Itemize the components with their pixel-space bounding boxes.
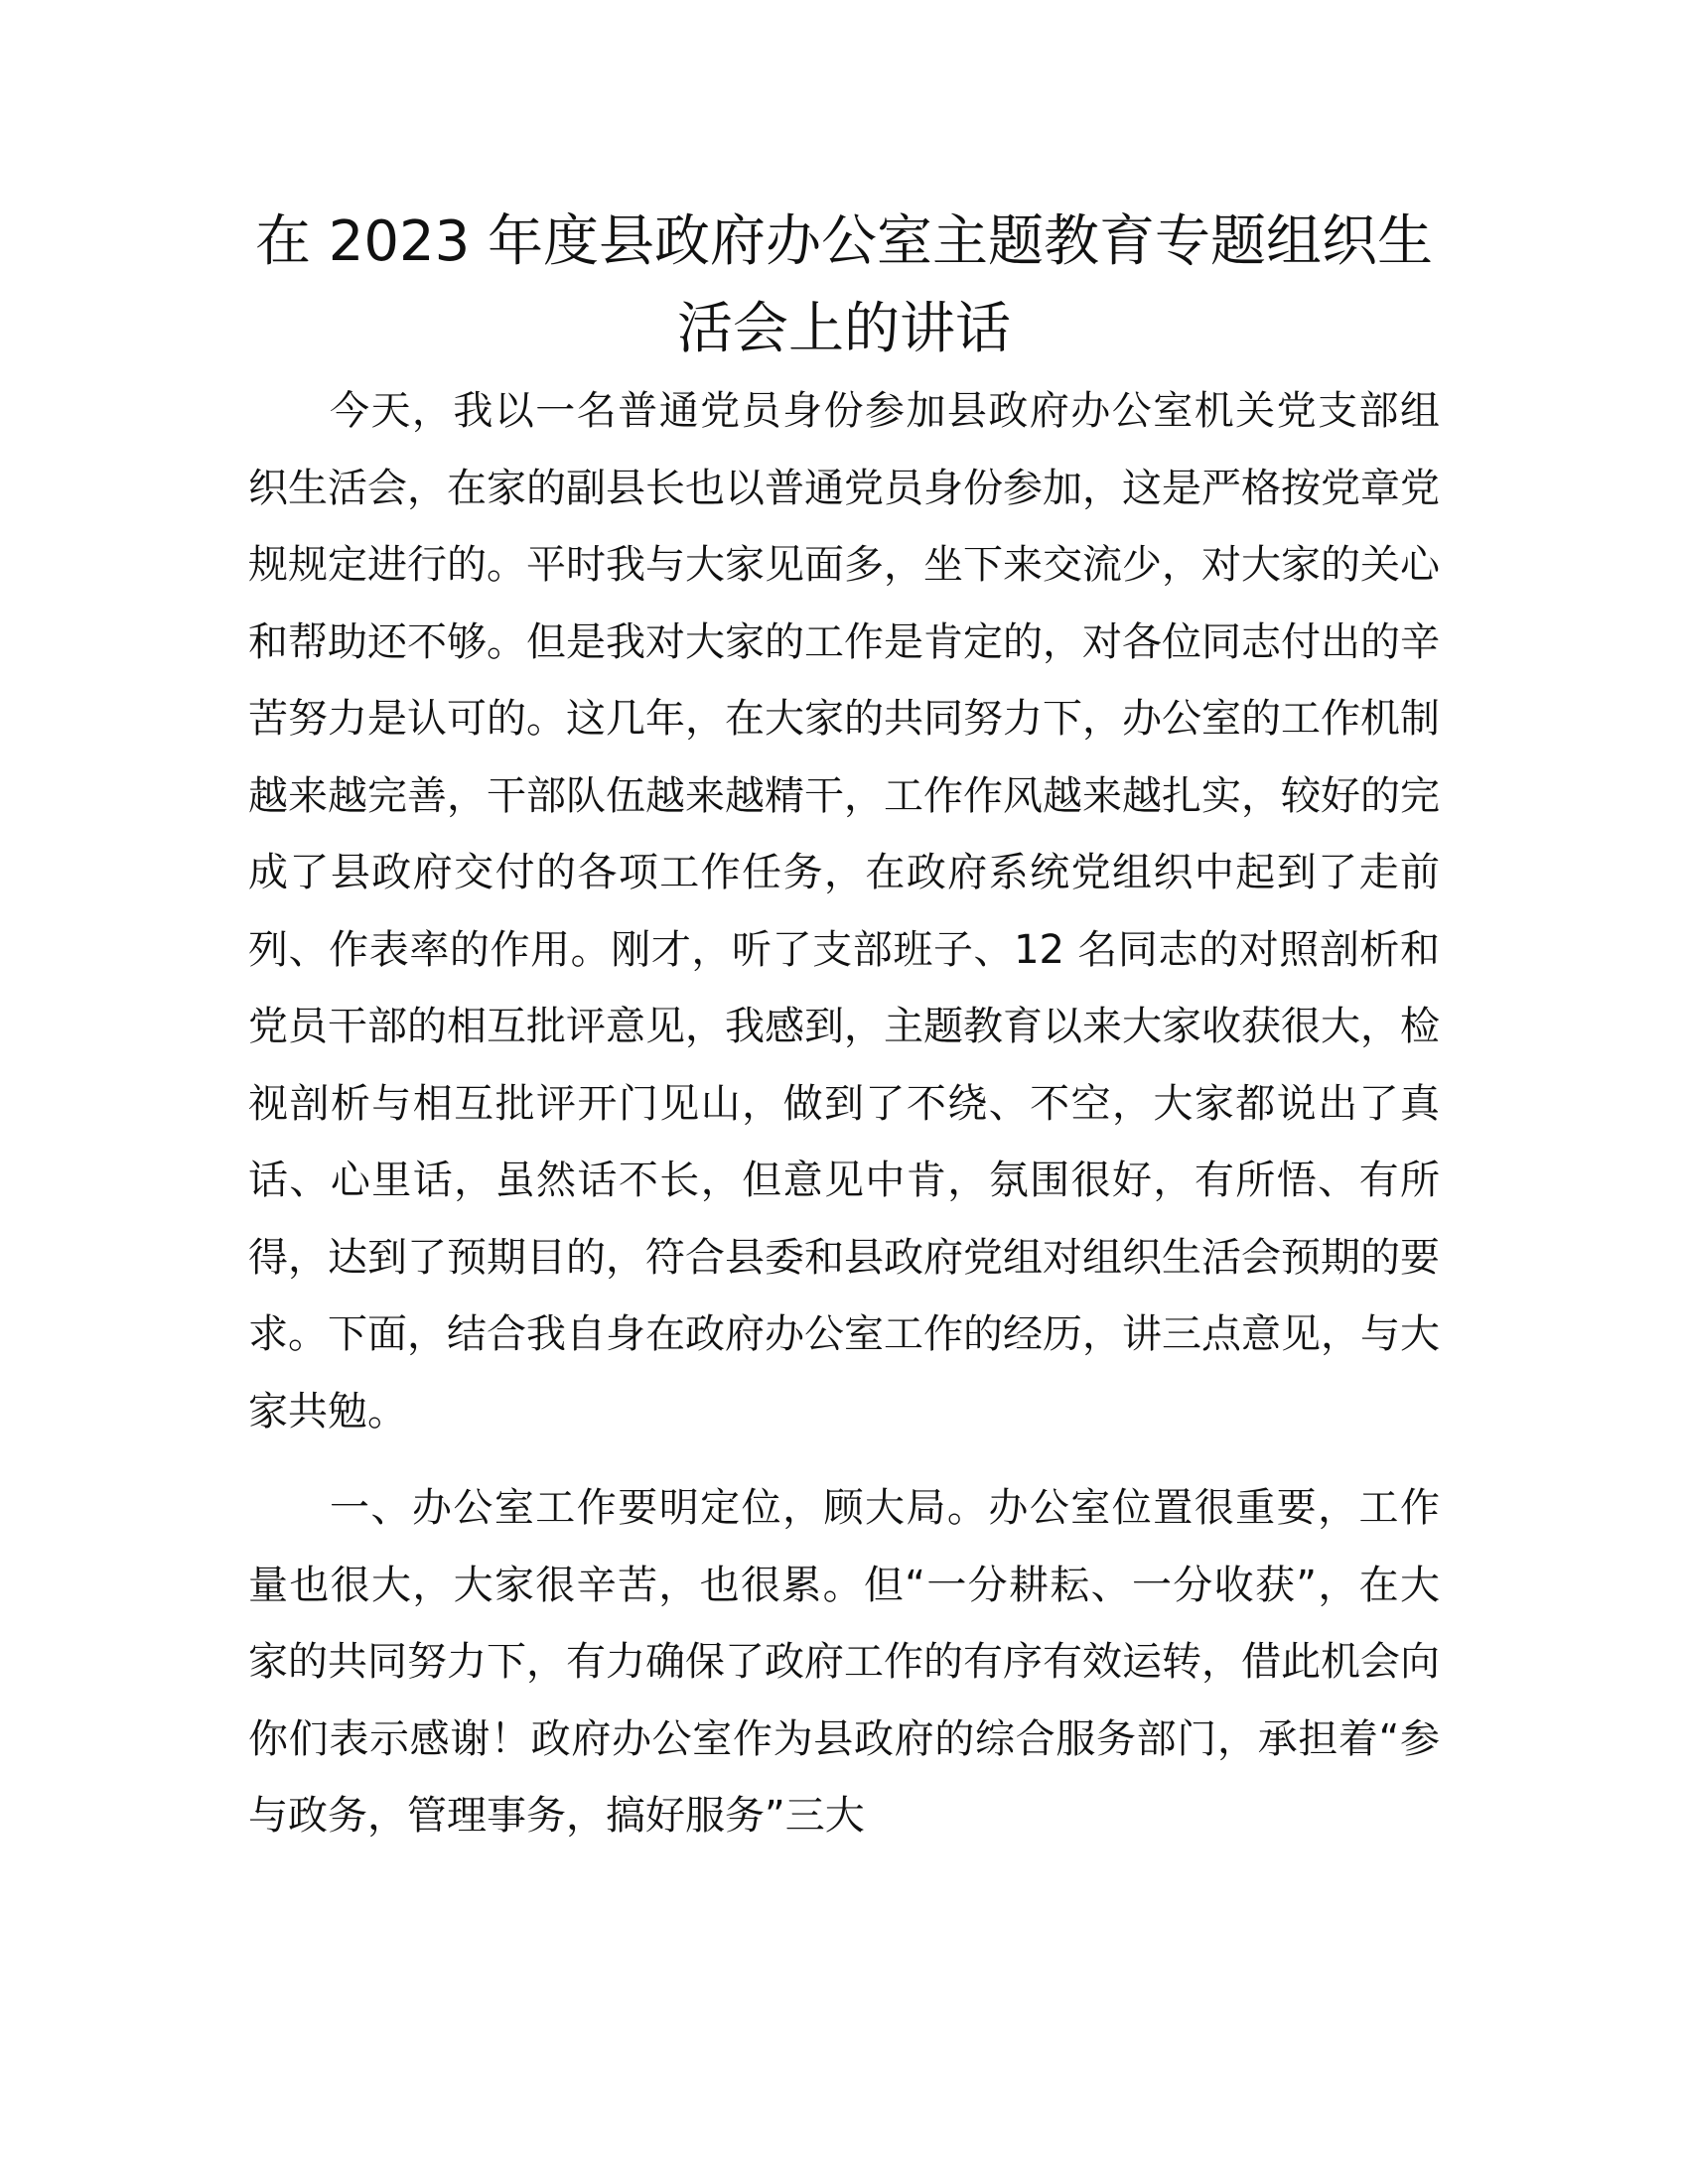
document-body xyxy=(248,373,1440,1855)
document-title xyxy=(238,199,1450,373)
title-line-2: 活会上的讲话 xyxy=(677,297,1011,361)
paragraph-2: 一、办公室工作要明定位，顾大局。办公室位置很重要，工作量也很大，大家很辛苦，也很累。但“一分耕耘、一分收获”，在大家的共同努力下，有力确保了政府工作的有序有效运转，借此机会向你们表示感谢！政府办公室作为县政府的综合服务部门，承担着“参与政务，管理事务，搞好服务”三大 xyxy=(248,1485,1440,1839)
paragraph-1: 今天，我以一名普通党员身份参加县政府办公室机关党支部组织生活会，在家的副县长也以普通党员身份参加，这是严格按党章党规规定进行的。平时我与大家见面多，坐下来交流少，对大家的关心和帮助还不够。但是我对大家的工作是肯定的，对各位同志付出的辛苦努力是认可的。这几年，在大家的共同努力下，办公室的工作机制越来越完善，干部队伍越来越精干，工作作风越来越扎实，较好的完成了县政府交付的各项工作任务，在政府系统党组织中起到了走前列、作表率的作用。刚才，听了支部班子、12 名同志的对照剖析和党员干部的相互批评意见，我感到，主题教育以来大家收获很大，检视剖析与相互批评开门见山，做到了不绕、不空，大家都说出了真话、心里话，虽然话不长，但意见中肯，氛围很好，有所悟、有所得，达到了预期目的，符合县委和县政府党组对组织生活会预期的要求。下面，结合我自身在政府办公室工作的经历，讲三点意见，与大家共勉。 xyxy=(248,388,1440,1434)
title-line-1: 在 2023 年度县政府办公室主题教育专题组织生 xyxy=(254,209,1434,274)
